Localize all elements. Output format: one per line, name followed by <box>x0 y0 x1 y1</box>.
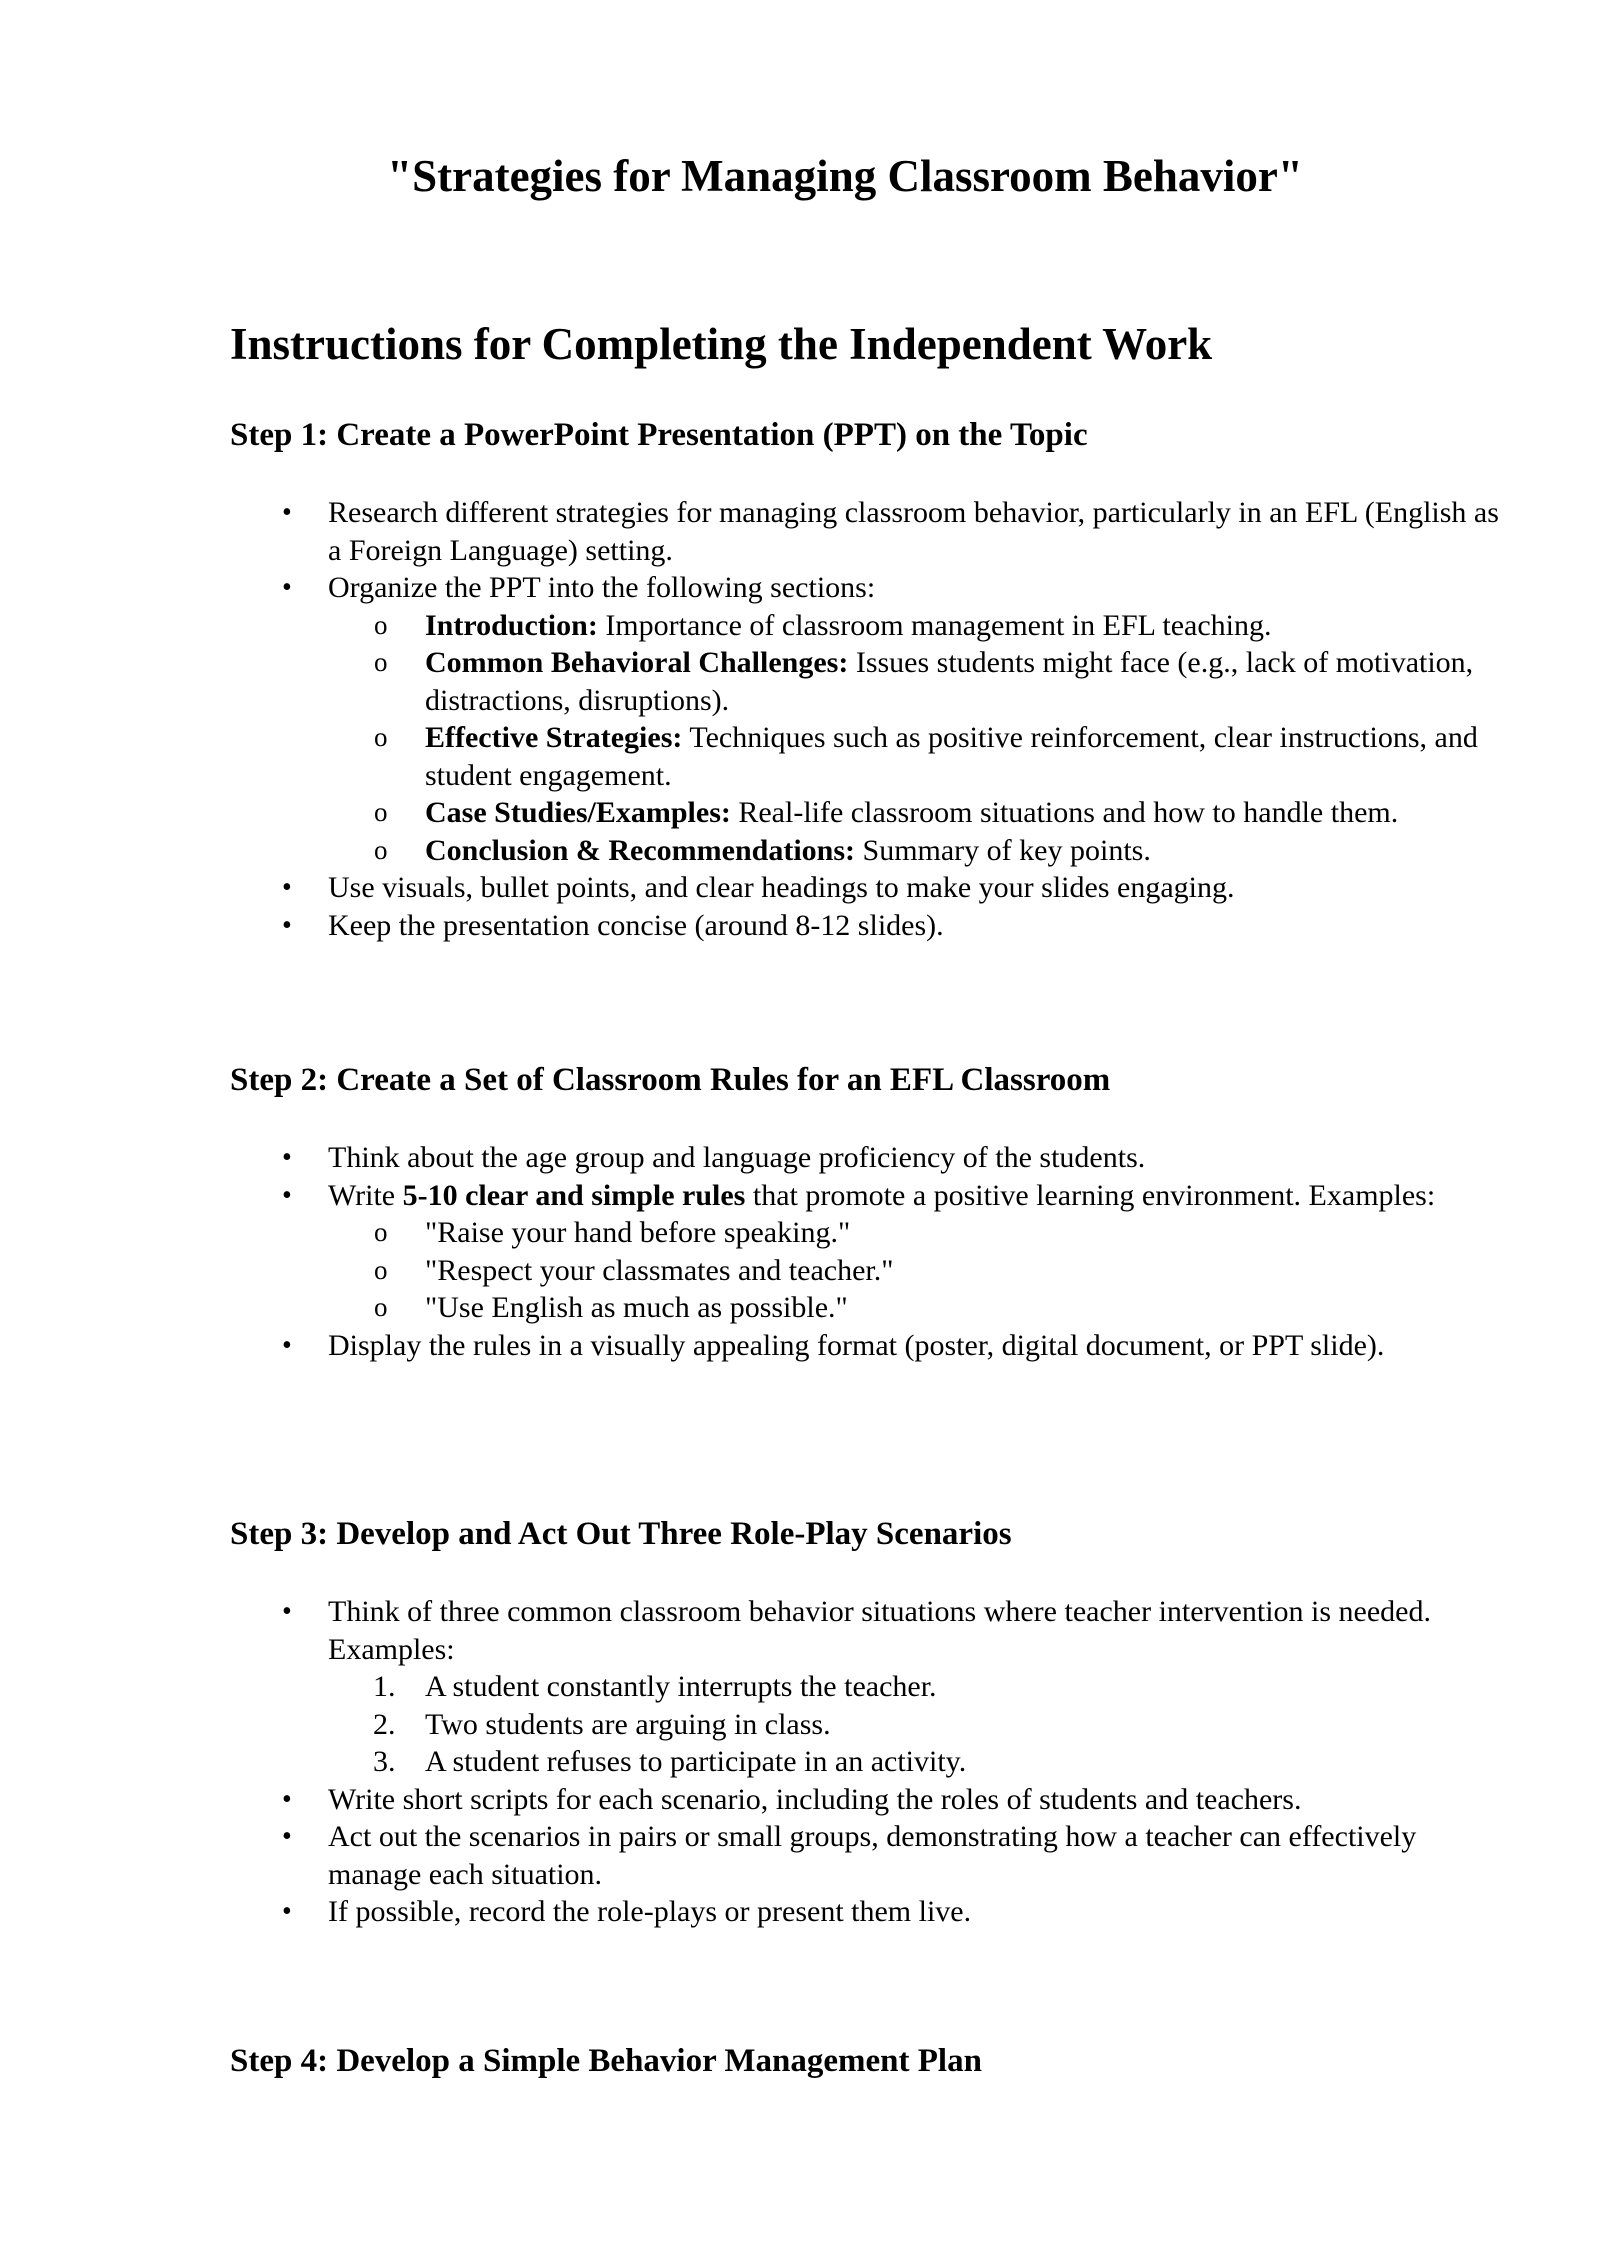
bullet-icon: • <box>282 1896 292 1927</box>
list-item <box>230 494 1500 569</box>
list-item <box>230 1177 1500 1327</box>
list-item-text: Use visuals, bullet points, and clear headings to make your slides engaging. <box>328 871 1235 904</box>
bullet-icon: • <box>282 1179 292 1211</box>
section-label: Common Behavioral Challenges: <box>425 646 849 679</box>
list-item-text-post: that promote a positive learning environment. Examples: <box>745 1178 1436 1212</box>
step3-scenarios-list <box>328 1668 1500 1781</box>
list-item-text: Act out the scenarios in pairs or small groups, demonstrating how a teacher can effectively manage each situation. <box>328 1820 1417 1891</box>
section-label: Effective Strategies: <box>425 721 683 754</box>
scenario-text: A student constantly interrupts the teacher. <box>425 1670 937 1703</box>
bullet-icon: • <box>282 909 292 941</box>
scenario-text: A student refuses to participate in an activity. <box>425 1745 967 1778</box>
sub-list-item <box>328 1252 1500 1290</box>
list-item-text: Think about the age group and language proficiency of the students. <box>328 1141 1146 1174</box>
sub-bullet-icon: o <box>374 609 388 640</box>
list-item <box>230 1327 1500 1365</box>
list-item-text: If possible, record the role-plays or present them live. <box>328 1895 972 1928</box>
section-text: Importance of classroom management in EFL teaching. <box>597 608 1272 642</box>
list-item-text-pre: Write <box>328 1178 403 1212</box>
numbered-item <box>328 1668 1500 1706</box>
sub-list-item <box>328 794 1500 832</box>
step1-heading: Step 1: Create a PowerPoint Presentation (PPT) on the Topic <box>230 417 1088 453</box>
bullet-icon: • <box>282 872 292 903</box>
sub-bullet-icon: o <box>374 722 388 752</box>
step2-list <box>230 1139 1500 1364</box>
step2-heading: Step 2: Create a Set of Classroom Rules for an EFL Classroom <box>230 1062 1111 1098</box>
sub-bullet-icon: o <box>374 647 388 677</box>
sub-bullet-icon: o <box>374 797 388 827</box>
bullet-icon: • <box>282 572 292 603</box>
step3-heading: Step 3: Develop and Act Out Three Role-Play Scenarios <box>230 1516 1012 1552</box>
sub-list-item <box>328 1214 1500 1252</box>
section-text: Summary of key points. <box>855 833 1151 867</box>
sub-bullet-icon: o <box>374 1217 388 1247</box>
item-number: 2. <box>373 1707 396 1741</box>
list-item-text: Display the rules in a visually appealing format (poster, digital document, or PPT slide). <box>328 1328 1385 1362</box>
sub-bullet-icon: o <box>374 1292 388 1322</box>
bullet-icon: • <box>282 1783 292 1815</box>
sub-bullet-icon: o <box>374 834 388 865</box>
step1-list <box>230 494 1500 944</box>
section-label: Conclusion & Recommendations: <box>425 833 856 867</box>
sub-list-item <box>328 719 1500 794</box>
list-item-text: Write short scripts for each scenario, including the roles of students and teachers. <box>328 1782 1302 1816</box>
list-item <box>230 907 1500 945</box>
section-label: Introduction: <box>425 608 598 642</box>
sub-list-item <box>328 832 1500 870</box>
list-item-text-bold: 5-10 clear and simple rules <box>402 1178 746 1212</box>
main-heading: Instructions for Completing the Independent Work <box>230 319 1213 369</box>
list-item <box>230 1893 1500 1931</box>
numbered-item <box>328 1706 1500 1744</box>
list-item-text: Research different strategies for managing classroom behavior, particularly in an EFL (English as a Foreign Language) setting. <box>328 496 1499 567</box>
sub-list-item <box>328 607 1500 645</box>
list-item <box>230 569 1500 869</box>
section-text: Real-life classroom situations and how to handle them. <box>730 796 1399 829</box>
sub-list-item <box>328 644 1500 719</box>
item-number: 1. <box>373 1670 396 1703</box>
example-text: "Respect your classmates and teacher." <box>425 1253 894 1287</box>
step1-sections-list <box>328 607 1500 870</box>
example-text: "Use English as much as possible." <box>425 1291 848 1324</box>
scenario-text: Two students are arguing in class. <box>425 1707 831 1741</box>
section-text: Techniques such as positive reinforcement, clear instructions, and student engagement. <box>425 721 1478 792</box>
example-text: "Raise your hand before speaking." <box>425 1216 851 1249</box>
list-item-text: Organize the PPT into the following sections: <box>328 571 876 604</box>
step2-examples-list <box>328 1214 1500 1327</box>
list-item <box>230 1139 1500 1177</box>
bullet-icon: • <box>282 1821 292 1852</box>
section-text: Issues students might face (e.g., lack of motivation, distractions, disruptions). <box>425 646 1474 717</box>
list-item <box>230 1818 1500 1893</box>
bullet-icon: • <box>282 497 292 528</box>
step3-list <box>230 1593 1500 1931</box>
section-label: Case Studies/Examples: <box>425 796 731 829</box>
step4-heading: Step 4: Develop a Simple Behavior Management Plan <box>230 2043 982 2079</box>
numbered-item <box>328 1743 1500 1781</box>
list-item-text: Think of three common classroom behavior situations where teacher intervention is needed. Examples: <box>328 1595 1431 1666</box>
document-title: "Strategies for Managing Classroom Behavior" <box>387 151 1303 201</box>
sub-bullet-icon: o <box>374 1254 388 1285</box>
bullet-icon: • <box>282 1329 292 1361</box>
list-item <box>230 1593 1500 1781</box>
item-number: 3. <box>373 1745 396 1778</box>
list-item <box>230 1781 1500 1819</box>
list-item <box>230 869 1500 907</box>
bullet-icon: • <box>282 1142 292 1173</box>
sub-list-item <box>328 1289 1500 1327</box>
bullet-icon: • <box>282 1596 292 1627</box>
list-item-text: Keep the presentation concise (around 8-12 slides). <box>328 908 944 942</box>
